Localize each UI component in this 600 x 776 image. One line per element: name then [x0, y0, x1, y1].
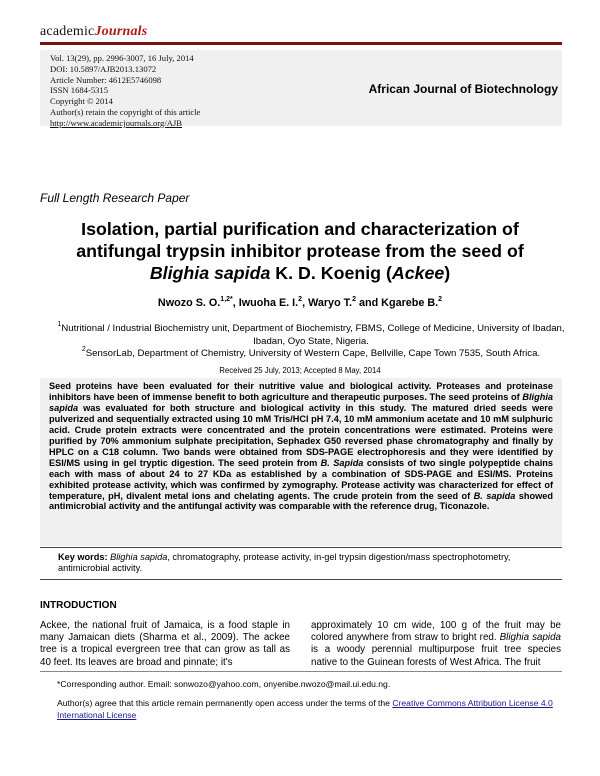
- author: Nwozo S. O.: [157, 297, 221, 309]
- section-heading: INTRODUCTION: [40, 600, 117, 611]
- journal-url-link[interactable]: http://www.academicjournals.org/AJB: [50, 117, 182, 128]
- meta-article-number: Article Number: 4612E5746098: [50, 74, 162, 85]
- keywords-divider: [40, 547, 562, 548]
- publisher-logo: academicJournals: [40, 24, 148, 39]
- footnote-divider: [40, 671, 562, 672]
- affiliation: $^2$SensorLab, Department of Chemistry, University of Western Cape, Bellville, Cape Town 7535, South Africa.: [81, 346, 541, 359]
- keywords-text: Blighia sapida, chromatography, protease activity, in-gel trypsin digestion/mass spectrophotometry, antimicrobial activity.: [58, 552, 511, 573]
- meta-issn: ISSN 1684-5315: [50, 85, 109, 96]
- paper-title: Isolation, partial purification and characterization of antifungal trypsin inhibitor protease from the seed of Blighia sapida K. D. Koenig (Ackee): [76, 219, 524, 283]
- affiliations: [46, 323, 576, 361]
- corresponding-author-footnote: *Corresponding author. Email: sonwozo@yahoo.com, onyenibe.nwozo@mail.ui.edu.ng.: [57, 679, 391, 689]
- body-column-right: approximately 10 cm wide, 100 g of the fruit may be colored anywhere from straw to bright red. Blighia sapida is a woody perennial multipurpose fruit tree species native to the Guinean forests of West Africa. The fruit: [311, 620, 561, 668]
- body-column-left: Ackee, the national fruit of Jamaica, is a food staple in many Jamaican diets (Sharma et al., 2009). The ackee tree is a tropical evergreen tree that can grow as tall as 40 feet. Its leaves are broad and pinnate; it's: [40, 620, 290, 668]
- article-metadata: [50, 53, 200, 129]
- author: Iwuoha E. I.: [238, 297, 299, 309]
- keywords-divider-bottom: [40, 579, 562, 580]
- keywords: [58, 552, 558, 574]
- paper-type: Full Length Research Paper: [40, 191, 190, 205]
- meta-volume: Vol. 13(29), pp. 2996-3007, 16 July, 2014: [50, 53, 194, 63]
- author: Kgarebe B.: [381, 297, 439, 309]
- meta-doi: DOI: 10.5897/AJB2013.13072: [50, 63, 157, 74]
- license-link[interactable]: Creative Commons Attribution License 4.0 International License: [57, 698, 553, 720]
- author-list: Nwozo S. O.$^{1,2*}$, Iwuoha E. I.$^2$, Waryo T.$^2$ and Kgarebe B.$^2$: [157, 296, 443, 309]
- abstract-text: Seed proteins have been evaluated for their nutritive value and biological activity. Proteases and proteinase inhibitors have been of immense benefit to both agriculture and therapeutic purposes. The seed proteins of Blighia sapida was evaluated for both structure and biological activity in this study. The matured dried seeds were pulverized and sequentially extracted using 10 mM Tris/HCl pH 7.4, 10 mM ammonium acetate and 10 mM sulphuric acid. Crude protein extracts were concentrated and the protein concentrations were estimated. Proteins were purified by 70% ammonium sulphate precipitation, Sephadex G50 reversed phase chromatography and finally by HPLC on a C18 column. Two bands were obtained from SDS-PAGE electrophoresis and they were identified by ESI/MS using in gel tryptic digestion. The seed protein from B. Sapida consists of two single polypeptide chains each with mass of about 24 to 27 KDa as established by a combination of SDS-PAGE and ESI/MS. Proteins exhibited protease activity, which was confirmed by zymography. Protease activity was characterized for effect of temperature, pH, divalent metal ions and chelating agents. The crude protein from the seed of B. sapida showed antimicrobial activity and the antifungal activity was comparable with the reference drug, Ticonazole.: [49, 381, 553, 512]
- affiliation: $^1$Nutritional / Industrial Biochemistry unit, Department of Biochemistry, FBMS, College of Medicine, University of Ibadan, Ibadan, Oyo State, Nigeria.: [57, 321, 565, 347]
- license-footnote: Author(s) agree that this article remain permanently open access under the terms of the Creative Commons Attribution License 4.0 International License: [57, 698, 553, 720]
- journal-name: African Journal of Biotechnology: [368, 82, 558, 96]
- meta-copyright: Copyright © 2014: [50, 96, 113, 107]
- keywords-label: Key words:: [58, 552, 108, 562]
- author: Waryo T.: [308, 297, 353, 309]
- meta-rights: Author(s) retain the copyright of this article: [50, 106, 201, 117]
- header-rule: [40, 42, 562, 45]
- received-dates: Received 25 July, 2013; Accepted 8 May, 2014: [219, 366, 381, 375]
